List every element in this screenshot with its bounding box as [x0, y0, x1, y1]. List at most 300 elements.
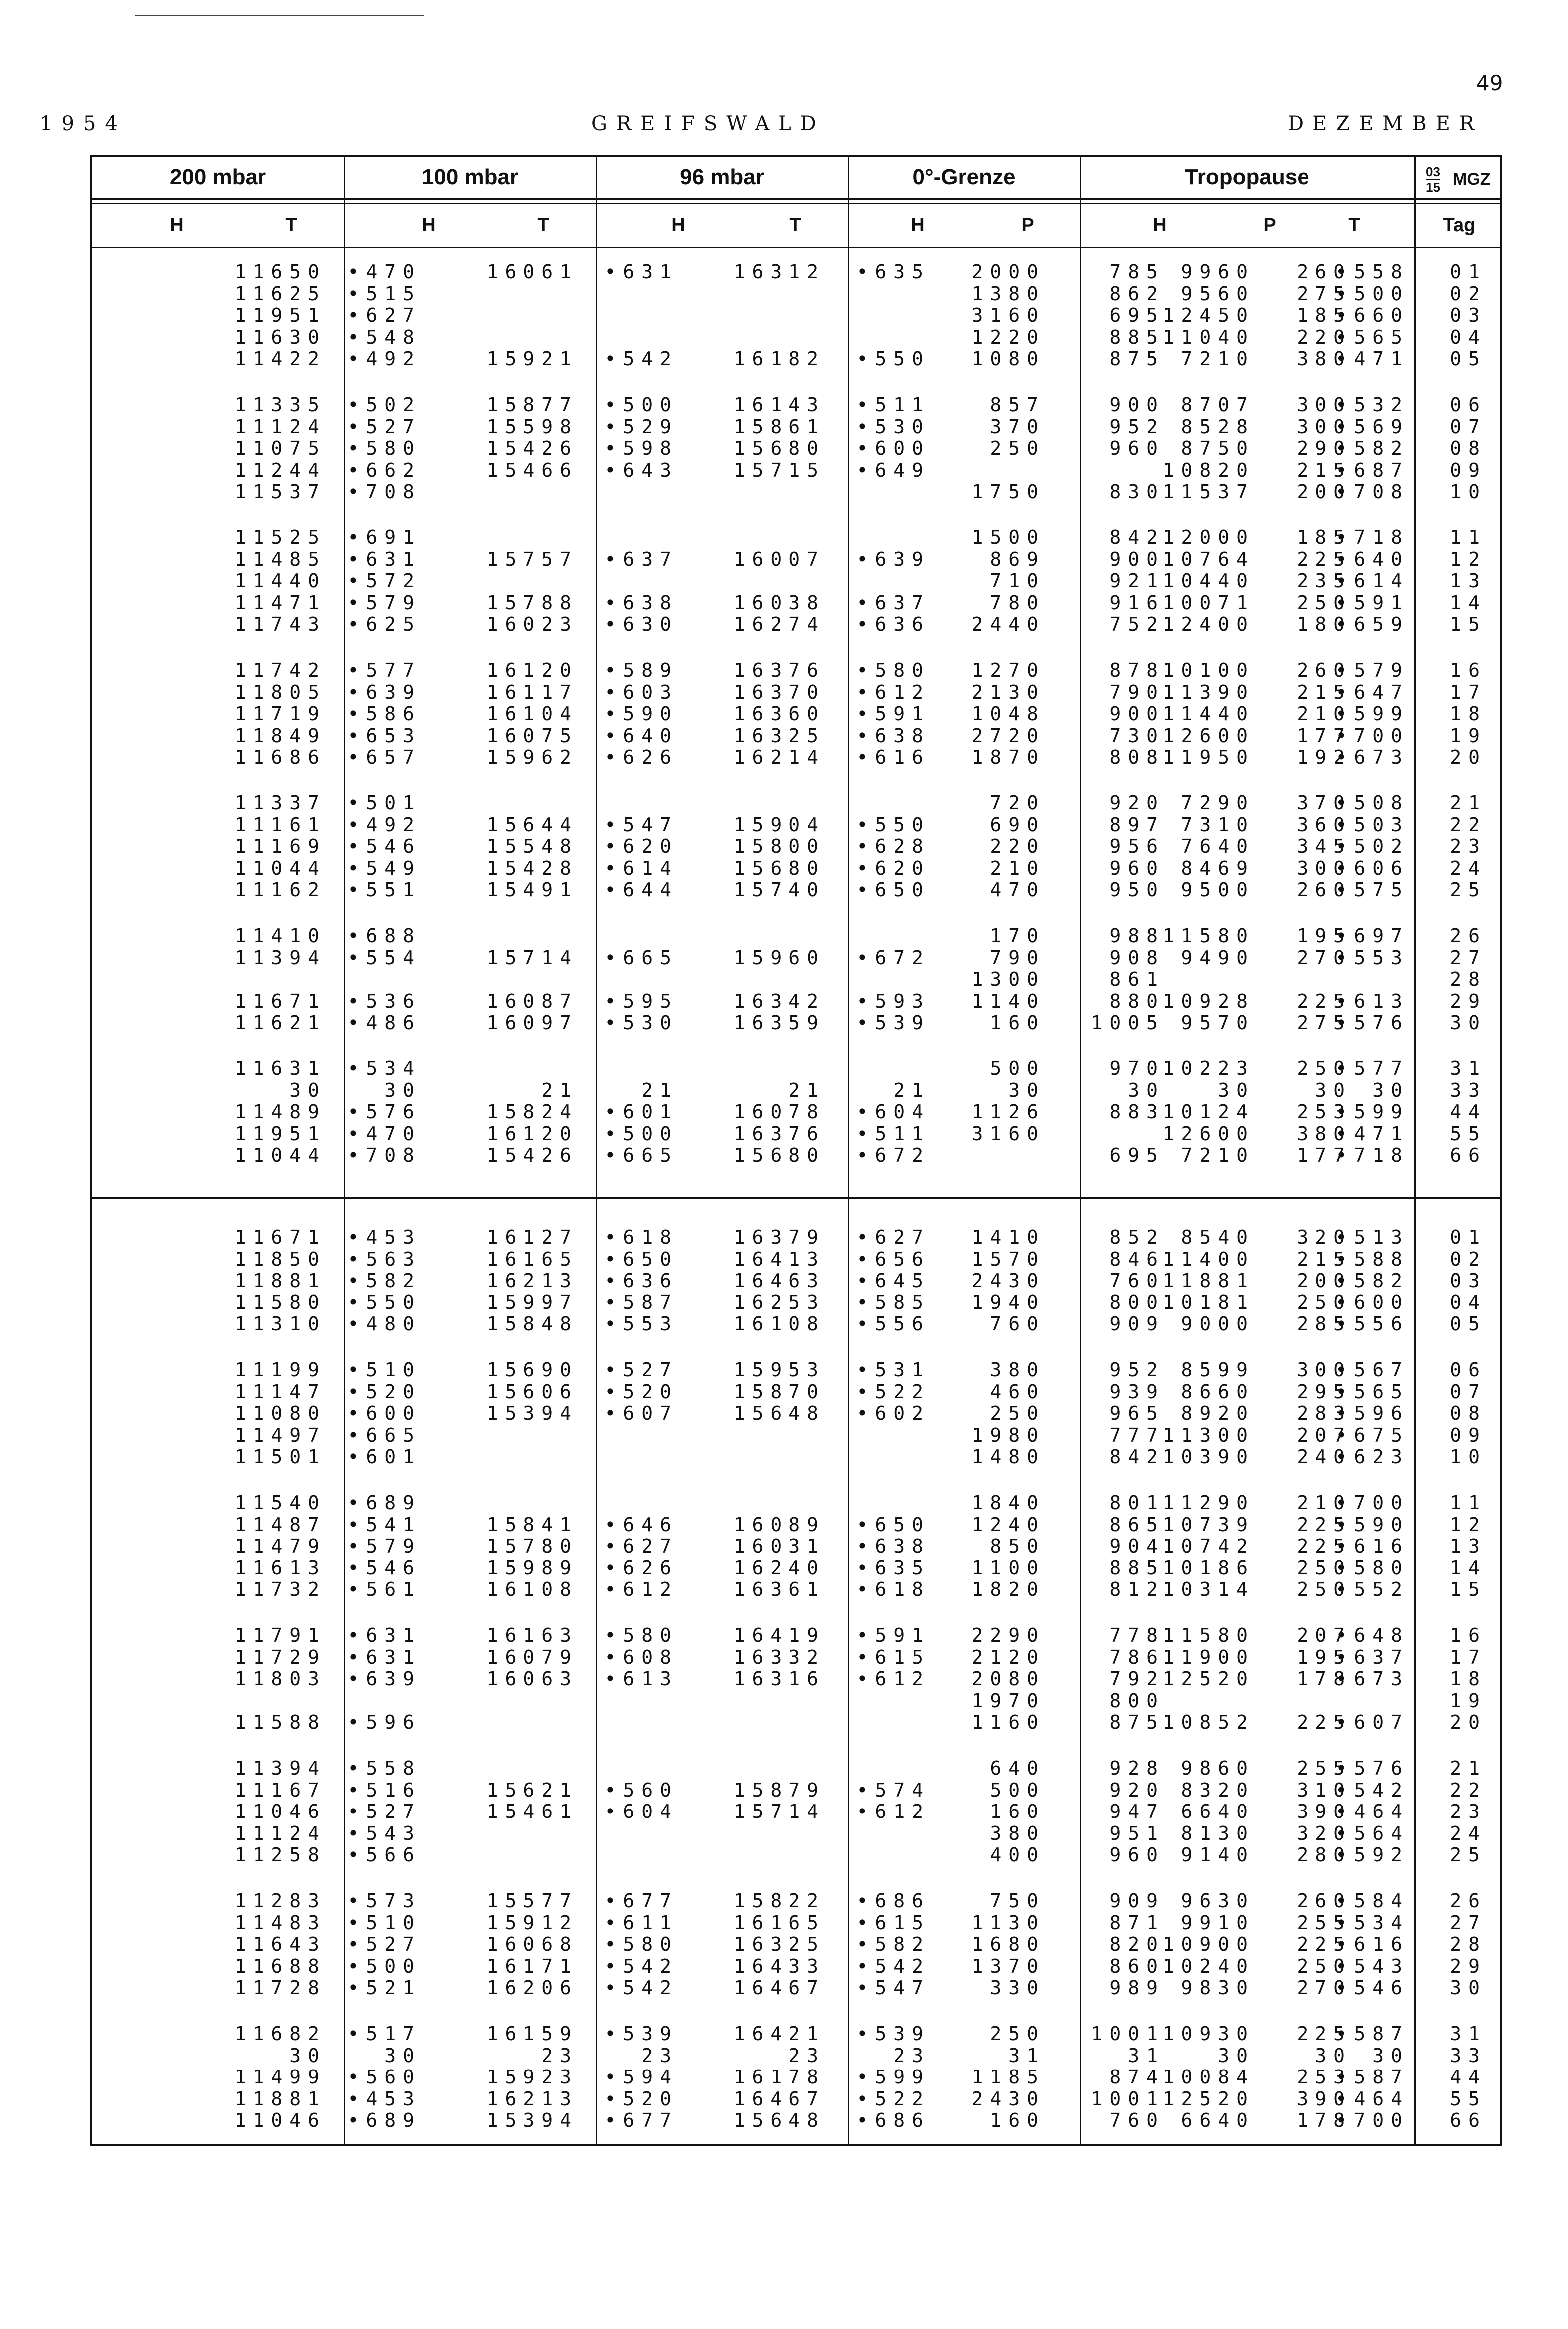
- cell-t-tropopause: •648: [1335, 1624, 1409, 1646]
- cell-h-0grenze: 710: [990, 570, 1045, 592]
- cell-tag: 27: [1450, 1911, 1487, 1934]
- cell-h-200: 11743: [234, 613, 326, 636]
- cell-tag: 26: [1450, 925, 1487, 947]
- cell-p-0grenze: 786: [1109, 1646, 1165, 1668]
- cell-t-100: •580: [604, 1624, 678, 1646]
- cell-p-0grenze: 861: [1109, 968, 1165, 991]
- cell-t-200: •536: [347, 990, 421, 1012]
- cell-h-96: 15960: [733, 946, 825, 969]
- cell-p-0grenze: 960: [1109, 437, 1165, 460]
- cell-t-tropopause: •582: [1335, 1270, 1409, 1292]
- cell-h-200: 11613: [234, 1556, 326, 1579]
- cell-h-96: 16359: [733, 1012, 825, 1034]
- cell-t-tropopause: •687: [1335, 459, 1409, 481]
- cell-h-100: 15997: [486, 1291, 578, 1313]
- table-row: [92, 1912, 1499, 1934]
- cell-h-96: 16325: [733, 724, 825, 747]
- cell-h-200: 11719: [234, 703, 326, 725]
- cell-tag: 19: [1450, 1689, 1487, 1712]
- cell-p-0grenze: 785: [1109, 261, 1165, 283]
- cell-t-tropopause: •592: [1335, 1844, 1409, 1866]
- cell-h-100: 16063: [486, 1668, 578, 1690]
- table-row: [92, 305, 1499, 327]
- cell-p-tropopause: 225: [1297, 1933, 1352, 1956]
- cell-t-200: •573: [347, 1890, 421, 1912]
- cell-p-0grenze: 989: [1109, 1977, 1165, 1999]
- cell-h-200: 11283: [234, 1890, 326, 1912]
- cell-p-0grenze: 865: [1109, 1513, 1165, 1536]
- cell-h-100: 23: [541, 2044, 578, 2067]
- cell-h-96: 15870: [733, 1380, 825, 1403]
- cell-h-tropopause: 9910: [1181, 1911, 1255, 1934]
- cell-t-200: •515: [347, 282, 421, 305]
- cell-h-tropopause: 10742: [1162, 1535, 1255, 1557]
- cell-t-tropopause: •500: [1335, 282, 1409, 305]
- cell-h-0grenze: 160: [990, 1012, 1045, 1034]
- cell-tag: 17: [1450, 1646, 1487, 1668]
- cell-t-96: •612: [856, 1668, 930, 1690]
- cell-t-tropopause: •471: [1335, 348, 1409, 370]
- cell-t-96: •615: [856, 1646, 930, 1668]
- cell-h-tropopause: 11290: [1162, 1492, 1255, 1514]
- cell-p-tropopause: 300: [1297, 857, 1352, 879]
- cell-h-tropopause: 11900: [1162, 1646, 1255, 1668]
- table-row: [92, 1690, 1499, 1712]
- cell-t-100: •626: [604, 746, 678, 769]
- cell-h-100: 15461: [486, 1801, 578, 1823]
- cell-h-tropopause: 9000: [1181, 1313, 1255, 1335]
- cell-t-200: •527: [347, 415, 421, 438]
- cell-h-200: 11479: [234, 1535, 326, 1557]
- cell-tag: 14: [1450, 591, 1487, 614]
- cell-t-100: •529: [604, 415, 678, 438]
- cell-t-100: •620: [604, 835, 678, 858]
- cell-t-200: •689: [347, 1492, 421, 1514]
- cell-h-tropopause: 10764: [1162, 548, 1255, 570]
- cell-h-tropopause: 11040: [1162, 326, 1255, 348]
- cell-p-tropopause: 310: [1297, 1779, 1352, 1801]
- cell-h-96: 16274: [733, 613, 825, 636]
- cell-t-200: •576: [347, 1101, 421, 1123]
- cell-t-200: •601: [347, 1446, 421, 1468]
- cell-tag: 09: [1450, 1424, 1487, 1446]
- cell-t-200: •492: [347, 348, 421, 370]
- cell-h-200: 11337: [234, 792, 326, 814]
- cell-t-96: •522: [856, 2087, 930, 2110]
- table-row: [92, 570, 1499, 592]
- cell-tag: 55: [1450, 1122, 1487, 1145]
- cell-p-0grenze: 900: [1109, 548, 1165, 570]
- cell-t-200: •486: [347, 1012, 421, 1034]
- group-header-100mbar: 100 mbar: [421, 165, 519, 189]
- cell-t-tropopause: •673: [1335, 746, 1409, 769]
- subheader-h: H: [422, 214, 436, 236]
- cell-t-100: •665: [604, 946, 678, 969]
- cell-h-tropopause: 10071: [1162, 591, 1255, 614]
- cell-h-0grenze: 1750: [971, 481, 1045, 503]
- table-row: [92, 1890, 1499, 1912]
- cell-p-tropopause: 253: [1297, 2066, 1352, 2088]
- cell-t-100: •637: [604, 548, 678, 570]
- cell-h-0grenze: 3160: [971, 304, 1045, 327]
- cell-t-tropopause: •542: [1335, 1779, 1409, 1801]
- cell-t-tropopause: •553: [1335, 946, 1409, 969]
- cell-t-96: •602: [856, 1402, 930, 1425]
- cell-t-tropopause: •471: [1335, 1122, 1409, 1145]
- cell-h-100: 15621: [486, 1779, 578, 1801]
- cell-t-100: •603: [604, 681, 678, 703]
- cell-t-tropopause: •596: [1335, 1402, 1409, 1425]
- cell-t-tropopause: •700: [1335, 2109, 1409, 2132]
- cell-t-96: •686: [856, 1890, 930, 1912]
- cell-h-100: 16087: [486, 990, 578, 1012]
- cell-h-100: 16171: [486, 1955, 578, 1977]
- mgz-label: MGZ: [1453, 170, 1491, 189]
- cell-t-96: •599: [856, 2066, 930, 2088]
- cell-t-100: •500: [604, 394, 678, 416]
- cell-tag: 23: [1450, 1801, 1487, 1823]
- cell-p-0grenze: 1001: [1091, 2087, 1165, 2110]
- cell-t-96: •635: [856, 1556, 930, 1579]
- cell-h-96: 15953: [733, 1359, 825, 1381]
- cell-t-100: •530: [604, 1012, 678, 1034]
- cell-p-tropopause: 210: [1297, 703, 1352, 725]
- cell-h-96: 16467: [733, 1977, 825, 1999]
- header-rule: [92, 198, 1500, 200]
- cell-p-0grenze: 960: [1109, 1844, 1165, 1866]
- cell-h-200: 11643: [234, 1933, 326, 1956]
- table-row: [92, 1934, 1499, 1956]
- cell-h-200: 11791: [234, 1624, 326, 1646]
- cell-h-0grenze: 2440: [971, 613, 1045, 636]
- group-header-96mbar: 96 mbar: [680, 165, 764, 189]
- cell-h-0grenze: 470: [990, 879, 1045, 901]
- cell-t-tropopause: •576: [1335, 1757, 1409, 1779]
- cell-h-0grenze: 1185: [971, 2066, 1045, 2088]
- data-table: [90, 155, 1502, 2146]
- cell-t-200: •582: [347, 1270, 421, 1292]
- cell-t-100: •539: [604, 2023, 678, 2045]
- cell-t-tropopause: •575: [1335, 879, 1409, 901]
- cell-h-0grenze: 330: [990, 1977, 1045, 1999]
- cell-t-tropopause: •564: [1335, 1822, 1409, 1844]
- cell-p-0grenze: 885: [1109, 326, 1165, 348]
- cell-h-0grenze: 210: [990, 857, 1045, 879]
- table-row: [92, 747, 1499, 769]
- cell-t-200: •534: [347, 1057, 421, 1079]
- cell-p-tropopause: 30: [1315, 1079, 1352, 1101]
- table-row: [92, 991, 1499, 1013]
- cell-t-tropopause: •588: [1335, 1248, 1409, 1270]
- cell-tag: 13: [1450, 570, 1487, 592]
- cell-p-0grenze: 801: [1109, 1492, 1165, 1514]
- cell-h-100: 16068: [486, 1933, 578, 1956]
- cell-h-tropopause: 11950: [1162, 746, 1255, 769]
- cell-t-200: •639: [347, 1668, 421, 1690]
- cell-t-200: •551: [347, 879, 421, 901]
- cell-h-200: 30: [289, 2044, 326, 2067]
- cell-tag: 44: [1450, 1101, 1487, 1123]
- cell-h-0grenze: 1570: [971, 1248, 1045, 1270]
- cell-t-96: •645: [856, 1270, 930, 1292]
- cell-t-200: •527: [347, 1933, 421, 1956]
- cell-tag: 02: [1450, 282, 1487, 305]
- cell-t-tropopause: •599: [1335, 703, 1409, 725]
- cell-h-100: 15606: [486, 1380, 578, 1403]
- cell-p-tropopause: 275: [1297, 1012, 1352, 1034]
- cell-h-200: 11686: [234, 746, 326, 769]
- cell-t-tropopause: •552: [1335, 1578, 1409, 1601]
- cell-h-tropopause: 9500: [1181, 879, 1255, 901]
- cell-t-200: •627: [347, 304, 421, 327]
- cell-h-0grenze: 857: [990, 394, 1045, 416]
- cell-t-100: •598: [604, 437, 678, 460]
- cell-p-tropopause: 210: [1297, 1492, 1352, 1514]
- cell-h-tropopause: 11390: [1162, 681, 1255, 703]
- cell-h-tropopause: 8130: [1181, 1822, 1255, 1844]
- table-row: [92, 814, 1499, 836]
- subheader-tag: Tag: [1443, 214, 1476, 236]
- cell-t-200: •577: [347, 659, 421, 681]
- cell-h-0grenze: 3160: [971, 1122, 1045, 1145]
- cell-h-tropopause: 9490: [1181, 946, 1255, 969]
- cell-h-tropopause: 9570: [1181, 1012, 1255, 1034]
- cell-t-tropopause: •513: [1335, 1226, 1409, 1248]
- cell-h-tropopause: 9630: [1181, 1890, 1255, 1912]
- cell-t-200: •546: [347, 835, 421, 858]
- subheader-t: T: [1348, 214, 1360, 236]
- cell-h-100: 15841: [486, 1513, 578, 1536]
- cell-t-200: •596: [347, 1711, 421, 1734]
- cell-h-96: 16240: [733, 1556, 825, 1579]
- cell-t-100: •601: [604, 1101, 678, 1123]
- cell-h-100: 15923: [486, 2066, 578, 2088]
- cell-tag: 28: [1450, 1933, 1487, 1956]
- cell-h-0grenze: 750: [990, 1890, 1045, 1912]
- cell-h-0grenze: 1970: [971, 1689, 1045, 1712]
- cell-p-0grenze: 965: [1109, 1402, 1165, 1425]
- table-row: [92, 1313, 1499, 1335]
- cell-t-200: •600: [347, 1402, 421, 1425]
- cell-t-tropopause: •558: [1335, 261, 1409, 283]
- cell-p-0grenze: 760: [1109, 1270, 1165, 1292]
- cell-p-tropopause: 260: [1297, 261, 1352, 283]
- cell-p-0grenze: 951: [1109, 1822, 1165, 1844]
- cell-h-200: 11124: [234, 415, 326, 438]
- cell-h-0grenze: 1100: [971, 1556, 1045, 1579]
- cell-p-0grenze: 900: [1109, 703, 1165, 725]
- cell-h-tropopause: 11300: [1162, 1424, 1255, 1446]
- cell-tag: 05: [1450, 1313, 1487, 1335]
- cell-h-200: 11244: [234, 459, 326, 481]
- cell-h-0grenze: 1500: [971, 526, 1045, 548]
- cell-tag: 06: [1450, 394, 1487, 416]
- cell-t-tropopause: •718: [1335, 526, 1409, 548]
- cell-h-0grenze: 1080: [971, 348, 1045, 370]
- subheader-p: P: [1021, 214, 1034, 236]
- cell-t-200: •470: [347, 1122, 421, 1145]
- cell-t-200: •492: [347, 813, 421, 836]
- cell-tag: 21: [1450, 1757, 1487, 1779]
- cell-p-tropopause: 275: [1297, 282, 1352, 305]
- cell-h-200: 11850: [234, 1248, 326, 1270]
- cell-p-tropopause: 380: [1297, 348, 1352, 370]
- cell-p-tropopause: 380: [1297, 1122, 1352, 1145]
- cell-h-tropopause: 6640: [1181, 2109, 1255, 2132]
- table-row: [92, 1381, 1499, 1403]
- cell-t-96: •593: [856, 990, 930, 1012]
- cell-h-96: 15714: [733, 1801, 825, 1823]
- cell-t-200: •500: [347, 1955, 421, 1977]
- cell-h-tropopause: 11400: [1162, 1248, 1255, 1270]
- cell-p-0grenze: 730: [1109, 724, 1165, 747]
- cell-h-100: 16108: [486, 1578, 578, 1601]
- cell-p-0grenze: 830: [1109, 481, 1165, 503]
- table-row: [92, 2110, 1499, 2132]
- cell-tag: 44: [1450, 2066, 1487, 2088]
- cell-h-100: 15426: [486, 437, 578, 460]
- cell-p-0grenze: 928: [1109, 1757, 1165, 1779]
- cell-tag: 11: [1450, 526, 1487, 548]
- cell-h-96: 16433: [733, 1955, 825, 1977]
- cell-t-200: •631: [347, 1624, 421, 1646]
- cell-tag: 24: [1450, 1822, 1487, 1844]
- table-row: [92, 947, 1499, 969]
- cell-h-200: 11485: [234, 548, 326, 570]
- cell-h-0grenze: 160: [990, 2109, 1045, 2132]
- cell-h-200: 11044: [234, 1144, 326, 1167]
- cell-h-0grenze: 1130: [971, 1911, 1045, 1934]
- cell-p-0grenze: 852: [1109, 1226, 1165, 1248]
- cell-h-0grenze: 1870: [971, 746, 1045, 769]
- cell-tag: 29: [1450, 1955, 1487, 1977]
- cell-h-200: 11729: [234, 1646, 326, 1668]
- cell-h-0grenze: 170: [990, 925, 1045, 947]
- cell-t-96: •635: [856, 261, 930, 283]
- cell-p-tropopause: 320: [1297, 1822, 1352, 1844]
- cell-t-100: •650: [604, 1248, 678, 1270]
- cell-h-tropopause: 12400: [1162, 613, 1255, 636]
- cell-t-tropopause: •700: [1335, 724, 1409, 747]
- cell-p-tropopause: 178: [1297, 2109, 1352, 2132]
- table-row: [92, 1359, 1499, 1381]
- cell-h-tropopause: 11537: [1162, 481, 1255, 503]
- table-row: [92, 1123, 1499, 1145]
- cell-p-tropopause: 177: [1297, 1144, 1352, 1167]
- cell-h-100: 15394: [486, 1402, 578, 1425]
- cell-t-96: •686: [856, 2109, 930, 2132]
- cell-h-96: 16316: [733, 1668, 825, 1690]
- cell-p-0grenze: 1001: [1091, 2023, 1165, 2045]
- cell-h-0grenze: 500: [990, 1779, 1045, 1801]
- cell-h-200: 11440: [234, 570, 326, 592]
- cell-tag: 22: [1450, 813, 1487, 836]
- cell-h-100: 16061: [486, 261, 578, 283]
- cell-tag: 55: [1450, 2087, 1487, 2110]
- cell-t-96: •637: [856, 591, 930, 614]
- cell-p-0grenze: 31: [1128, 2044, 1165, 2067]
- cell-h-96: 16108: [733, 1313, 825, 1335]
- cell-h-200: 11631: [234, 1057, 326, 1079]
- cell-t-96: •639: [856, 548, 930, 570]
- cell-p-tropopause: 390: [1297, 1801, 1352, 1823]
- cell-p-0grenze: 695: [1109, 1144, 1165, 1167]
- subheader-h: H: [671, 214, 685, 236]
- table-row: [92, 438, 1499, 460]
- cell-h-200: 11483: [234, 1911, 326, 1934]
- cell-t-96: •650: [856, 1513, 930, 1536]
- cell-p-0grenze: 30: [1128, 1079, 1165, 1101]
- cell-h-96: 16038: [733, 591, 825, 614]
- cell-p-tropopause: 240: [1297, 1446, 1352, 1468]
- cell-p-0grenze: 939: [1109, 1380, 1165, 1403]
- table-row: [92, 1446, 1499, 1468]
- cell-p-0grenze: 885: [1109, 1556, 1165, 1579]
- cell-p-tropopause: 178: [1297, 1668, 1352, 1690]
- cell-t-96: •620: [856, 857, 930, 879]
- cell-h-0grenze: 460: [990, 1380, 1045, 1403]
- cell-tag: 31: [1450, 2023, 1487, 2045]
- cell-h-200: 11588: [234, 1711, 326, 1734]
- cell-p-0grenze: 952: [1109, 415, 1165, 438]
- cell-t-200: •510: [347, 1911, 421, 1934]
- cell-t-tropopause: •673: [1335, 1668, 1409, 1690]
- cell-h-0grenze: 1380: [971, 282, 1045, 305]
- cell-t-tropopause: •567: [1335, 1359, 1409, 1381]
- cell-t-200: •586: [347, 703, 421, 725]
- cell-tag: 31: [1450, 1057, 1487, 1079]
- cell-t-100: •618: [604, 1226, 678, 1248]
- cell-t-200: •453: [347, 1226, 421, 1248]
- cell-h-tropopause: 11440: [1162, 703, 1255, 725]
- cell-t-tropopause: •640: [1335, 548, 1409, 570]
- cell-t-100: •542: [604, 348, 678, 370]
- cell-h-tropopause: 11580: [1162, 1624, 1255, 1646]
- cell-p-0grenze: 792: [1109, 1668, 1165, 1690]
- cell-h-0grenze: 2430: [971, 2087, 1045, 2110]
- cell-tag: 12: [1450, 548, 1487, 570]
- cell-p-0grenze: 916: [1109, 591, 1165, 614]
- cell-h-tropopause: 11881: [1162, 1270, 1255, 1292]
- cell-h-tropopause: 8540: [1181, 1226, 1255, 1248]
- cell-t-100: •604: [604, 1801, 678, 1823]
- cell-h-tropopause: 10181: [1162, 1291, 1255, 1313]
- cell-t-200: •580: [347, 437, 421, 460]
- cell-p-0grenze: 871: [1109, 1911, 1165, 1934]
- cell-tag: 05: [1450, 348, 1487, 370]
- cell-p-tropopause: 225: [1297, 990, 1352, 1012]
- cell-p-tropopause: 185: [1297, 304, 1352, 327]
- cell-h-100: 15877: [486, 394, 578, 416]
- cell-h-200: 30: [289, 1079, 326, 1101]
- cell-h-0grenze: 250: [990, 437, 1045, 460]
- table-row: [92, 1956, 1499, 1978]
- cell-t-200: •516: [347, 1779, 421, 1801]
- cell-t-200: •527: [347, 1801, 421, 1823]
- cell-h-tropopause: 10900: [1162, 1933, 1255, 1956]
- cell-t-96: •550: [856, 348, 930, 370]
- cell-h-200: 11630: [234, 326, 326, 348]
- cell-p-tropopause: 280: [1297, 1844, 1352, 1866]
- table-row: [92, 925, 1499, 947]
- cell-p-0grenze: 988: [1109, 925, 1165, 947]
- cell-h-96: 15861: [733, 415, 825, 438]
- cell-t-tropopause: •675: [1335, 1424, 1409, 1446]
- cell-h-0grenze: 1940: [971, 1291, 1045, 1313]
- cell-p-0grenze: 820: [1109, 1933, 1165, 1956]
- cell-h-100: 15598: [486, 415, 578, 438]
- cell-t-96: •591: [856, 1624, 930, 1646]
